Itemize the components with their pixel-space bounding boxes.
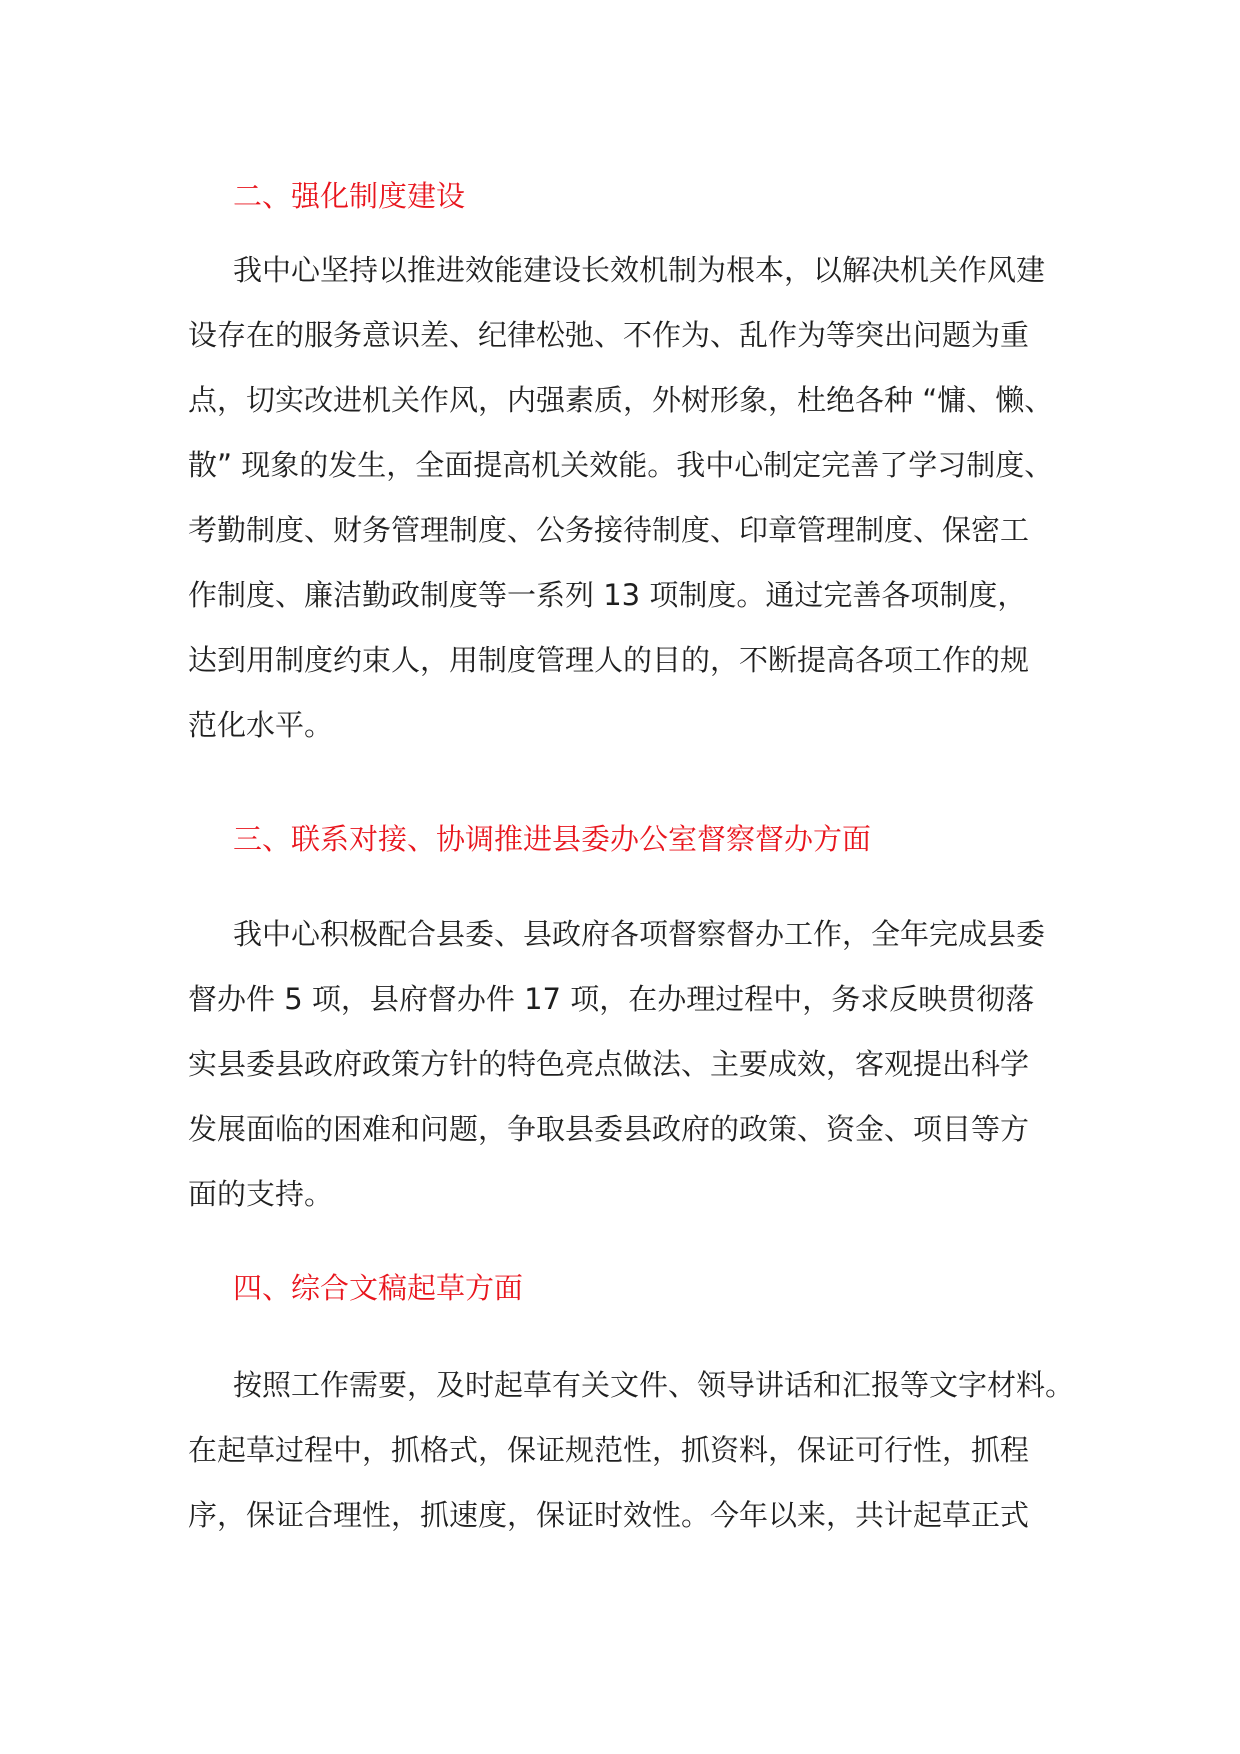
paragraph-line: 设存在的服务意识差、纪律松弛、不作为、乱作为等突出问题为重: [188, 318, 1030, 352]
paragraph-line: 序，保证合理性，抓速度，保证时效性。今年以来，共计起草正式: [188, 1498, 1030, 1532]
paragraph-institution-building: [188, 238, 1068, 758]
paragraph-line: 我中心积极配合县委、县政府各项督察督办工作，全年完成县委: [233, 917, 1046, 951]
paragraph-line: 督办件 5 项，县府督办件 17 项，在办理过程中，务求反映贯彻落: [188, 982, 1035, 1016]
paragraph-line: 按照工作需要，及时起草有关文件、领导讲话和汇报等文字材料。: [233, 1368, 1075, 1402]
section-heading-institution-building: 二、强化制度建设: [233, 179, 466, 213]
paragraph-line: 面的支持。: [188, 1177, 334, 1211]
paragraph-line: 作制度、廉洁勤政制度等一系列 13 项制度。通过完善各项制度，: [188, 578, 1027, 612]
paragraph-line: 实县委县政府政策方针的特色亮点做法、主要成效，客观提出科学: [188, 1047, 1030, 1081]
paragraph-supervision: [188, 902, 1068, 1227]
paragraph-line: 达到用制度约束人，用制度管理人的目的，不断提高各项工作的规: [188, 643, 1030, 677]
paragraph-line: 范化水平。: [188, 708, 334, 742]
paragraph-line: 我中心坚持以推进效能建设长效机制为根本，以解决机关作风建: [233, 253, 1046, 287]
paragraph-line: 点，切实改进机关作风，内强素质，外树形象，杜绝各种 “慵、懒、: [188, 383, 1054, 417]
section-heading-supervision: 三、联系对接、协调推进县委办公室督察督办方面: [233, 822, 872, 856]
paragraph-line: 考勤制度、财务管理制度、公务接待制度、印章管理制度、保密工: [188, 513, 1030, 547]
section-heading-drafting: 四、综合文稿起草方面: [233, 1271, 524, 1305]
paragraph-drafting: [188, 1353, 1075, 1548]
paragraph-line: 发展面临的困难和问题，争取县委县政府的政策、资金、项目等方: [188, 1112, 1030, 1146]
paragraph-line: 在起草过程中，抓格式，保证规范性，抓资料，保证可行性，抓程: [188, 1433, 1030, 1467]
paragraph-line: 散” 现象的发生，全面提高机关效能。我中心制定完善了学习制度、: [188, 448, 1054, 482]
